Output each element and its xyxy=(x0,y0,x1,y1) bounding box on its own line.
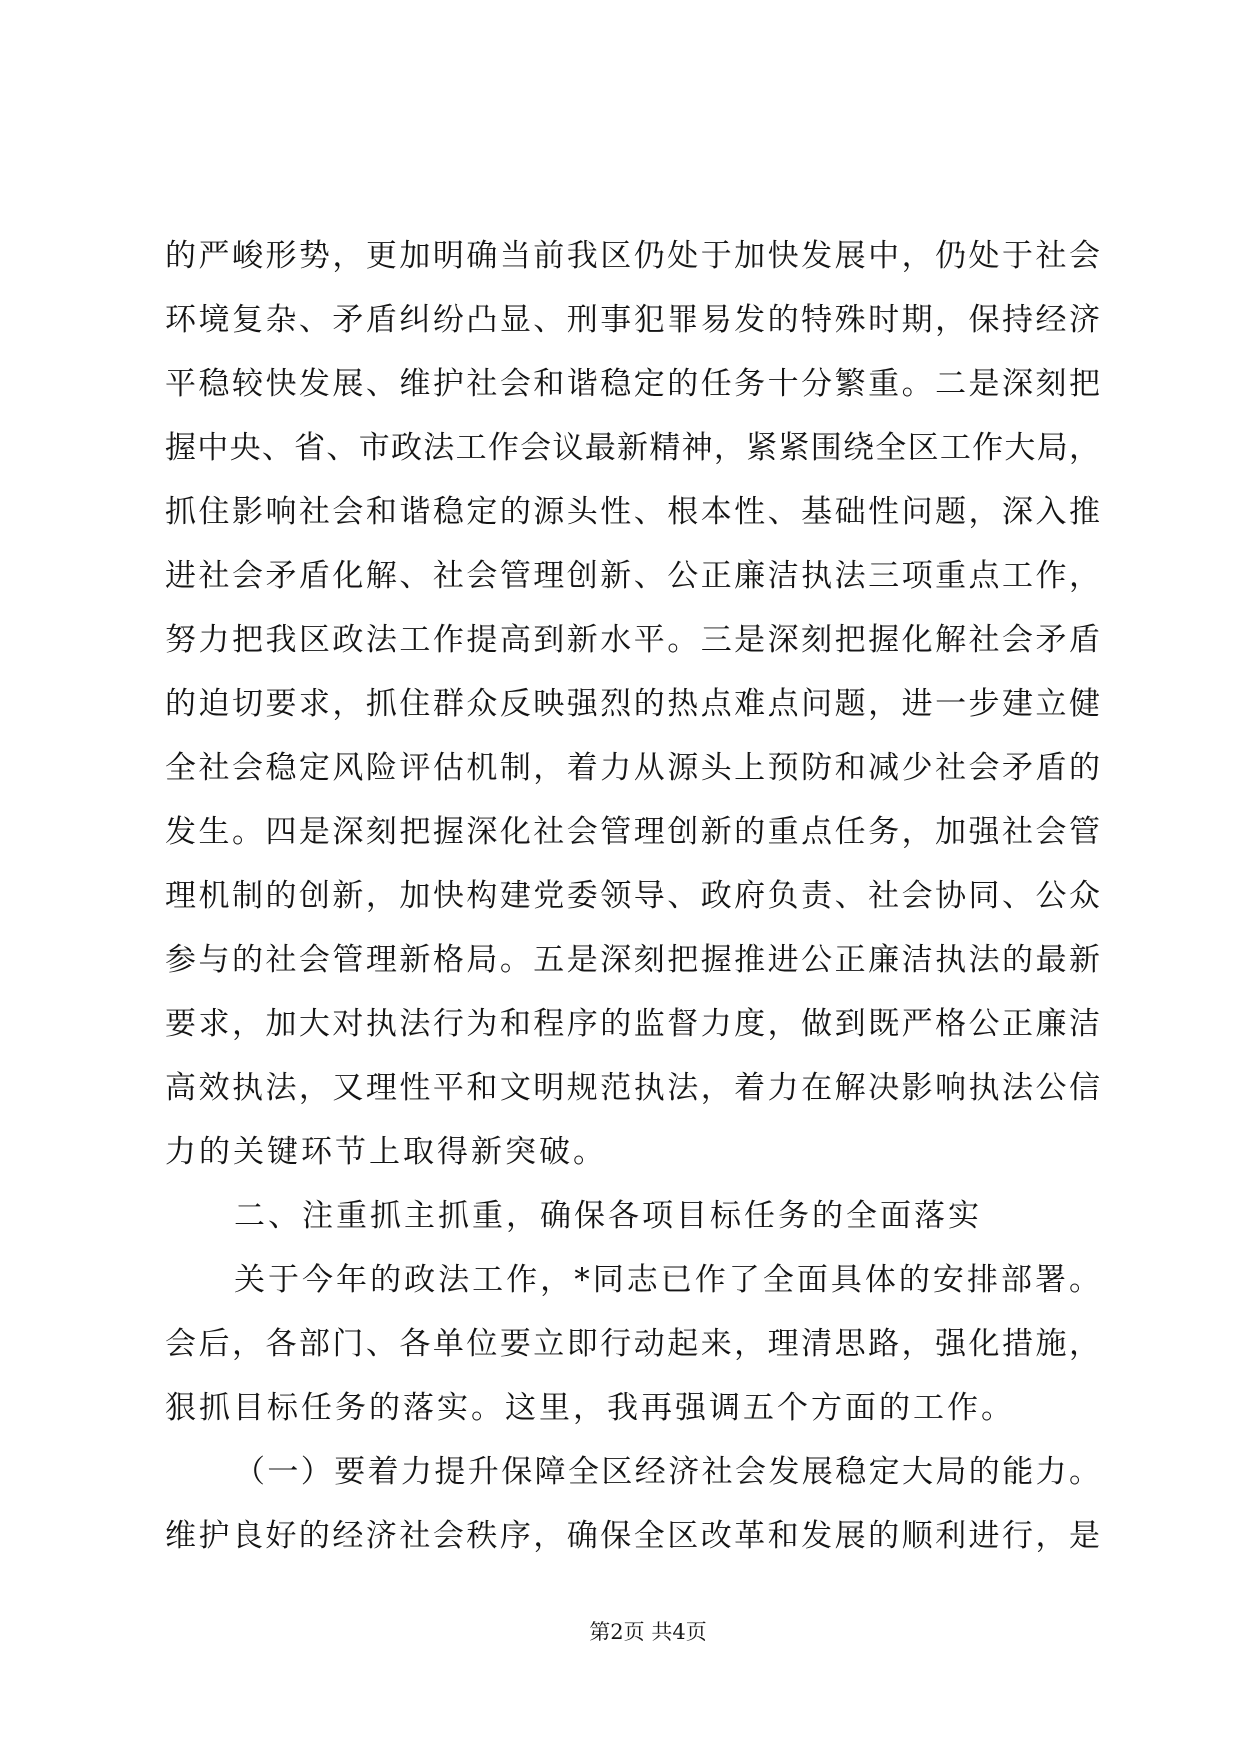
subsection-heading-line: （一）要着力提升保障全区经济社会发展稳定大局的能力。 xyxy=(234,1454,1100,1490)
section-heading: 二、注重抓主抓重，确保各项目标任务的全面落实 xyxy=(234,1198,982,1234)
text-line: 全社会稳定风险评估机制，着力从源头上预防和减少社会矛盾的 xyxy=(165,750,1100,786)
paragraph-last-line: 力的关键环节上取得新突破。 xyxy=(165,1134,607,1170)
text-line: 发生。四是深刻把握深化社会管理创新的重点任务，加强社会管 xyxy=(165,814,1100,850)
text-line: 要求，加大对执法行为和程序的监督力度，做到既严格公正廉洁 xyxy=(165,1006,1100,1042)
text-line: 抓住影响社会和谐稳定的源头性、根本性、基础性问题，深入推 xyxy=(165,494,1100,530)
text-line: 的严峻形势，更加明确当前我区仍处于加快发展中，仍处于社会 xyxy=(165,238,1100,274)
text-line: 理机制的创新，加快构建党委领导、政府负责、社会协同、公众 xyxy=(165,878,1100,914)
body-text xyxy=(165,224,1100,1568)
text-line: 维护良好的经济社会秩序，确保全区改革和发展的顺利进行，是 xyxy=(165,1518,1100,1554)
text-line: 环境复杂、矛盾纠纷凸显、刑事犯罪易发的特殊时期，保持经济 xyxy=(165,302,1100,338)
paragraph-first-line: 关于今年的政法工作，*同志已作了全面具体的安排部署。 xyxy=(234,1262,1100,1298)
text-line: 进社会矛盾化解、社会管理创新、公正廉洁执法三项重点工作， xyxy=(165,558,1100,594)
text-line: 的迫切要求，抓住群众反映强烈的热点难点问题，进一步建立健 xyxy=(165,686,1100,722)
page-number-footer: 第2页 共4页 xyxy=(589,1620,707,1644)
text-line: 握中央、省、市政法工作会议最新精神，紧紧围绕全区工作大局， xyxy=(165,430,1100,466)
text-line: 平稳较快发展、维护社会和谐稳定的任务十分繁重。二是深刻把 xyxy=(165,366,1100,402)
text-line: 高效执法，又理性平和文明规范执法，着力在解决影响执法公信 xyxy=(165,1070,1100,1106)
paragraph-last-line: 狠抓目标任务的落实。这里，我再强调五个方面的工作。 xyxy=(165,1390,1015,1426)
text-line: 努力把我区政法工作提高到新水平。三是深刻把握化解社会矛盾 xyxy=(165,622,1100,658)
text-line: 会后，各部门、各单位要立即行动起来，理清思路，强化措施， xyxy=(165,1326,1100,1362)
text-line: 参与的社会管理新格局。五是深刻把握推进公正廉洁执法的最新 xyxy=(165,942,1100,978)
